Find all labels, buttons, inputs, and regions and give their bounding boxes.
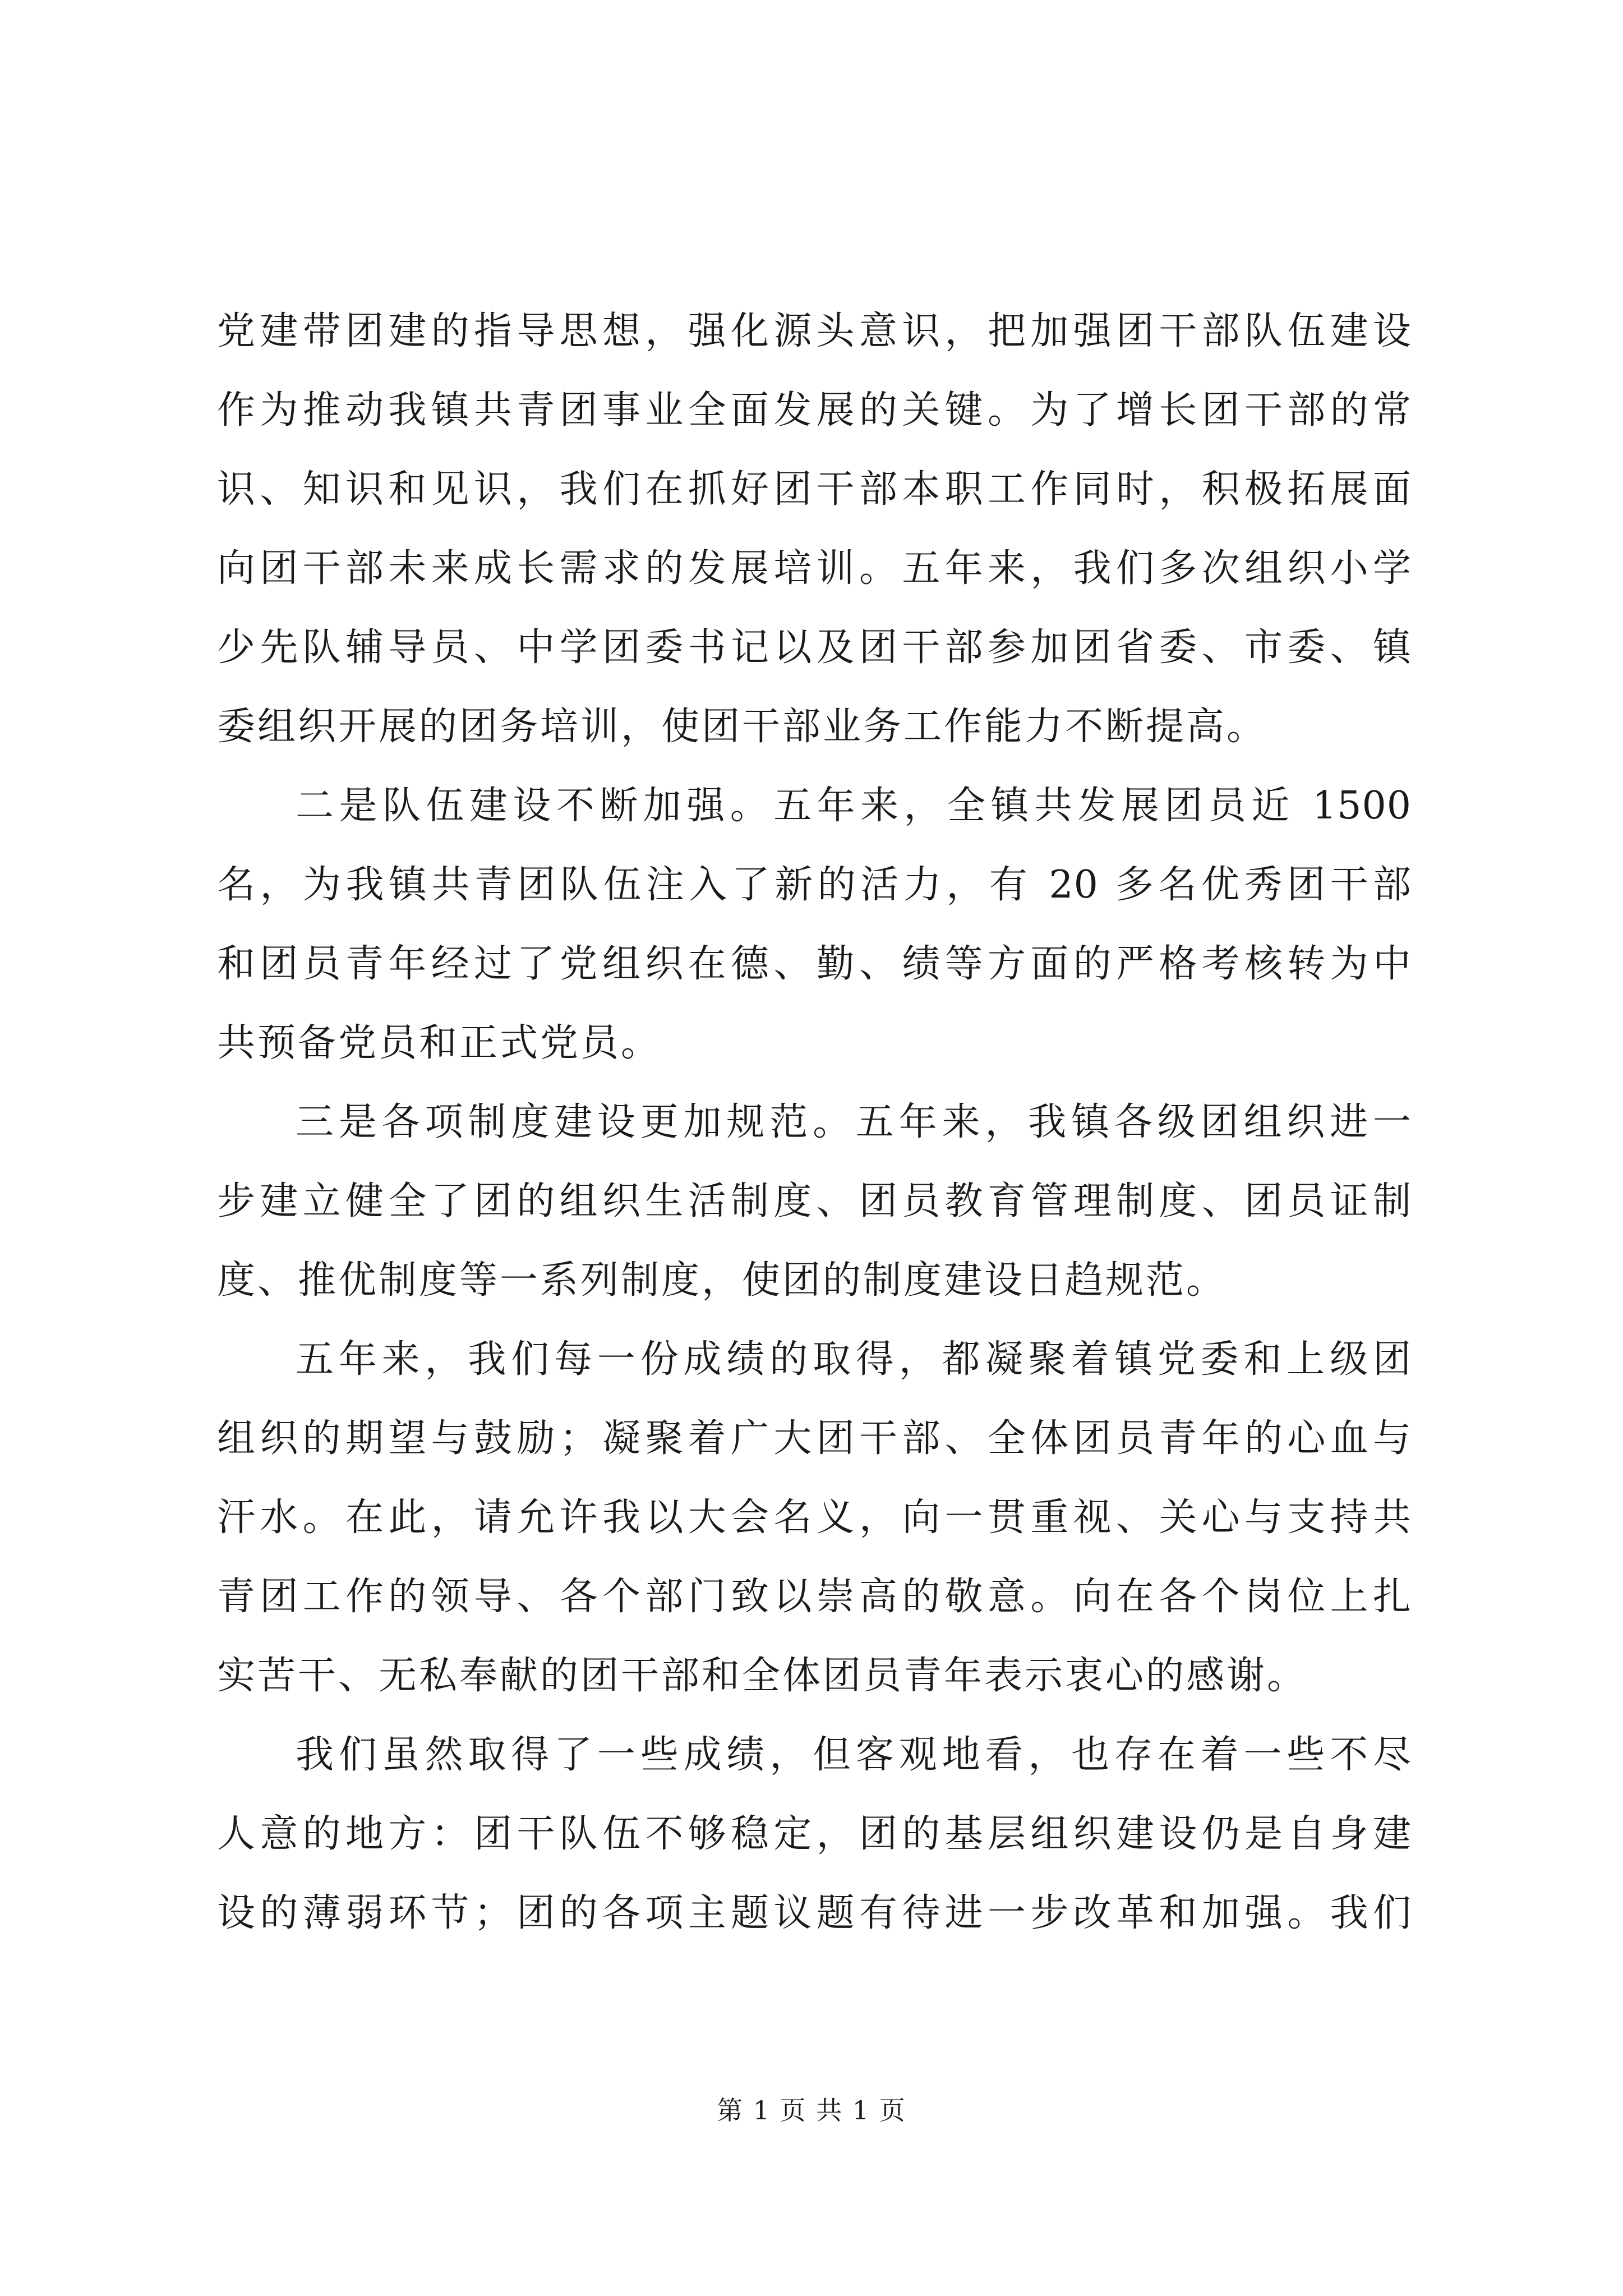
text-line: 共预备党员和正式党员。 — [217, 1021, 662, 1065]
text-line: 识、知识和见识，我们在抓好团干部本职工作同时，积极拓展面 — [217, 467, 1412, 512]
text-line: 党建带团建的指导思想，强化源头意识，把加强团干部队伍建设 — [217, 309, 1412, 353]
text-line: 设的薄弱环节；团的各项主题议题有待进一步改革和加强。我们 — [217, 1891, 1412, 1935]
text-line: 实苦干、无私奉献的团干部和全体团员青年表示衷心的感谢。 — [217, 1654, 1308, 1698]
text-line: 二是队伍建设不断加强。五年来，全镇共发展团员近 1500 — [296, 784, 1412, 828]
text-line: 我们虽然取得了一些成绩，但客观地看，也存在着一些不尽 — [296, 1733, 1412, 1777]
text-line: 委组织开展的团务培训，使团干部业务工作能力不断提高。 — [217, 705, 1267, 749]
text-line: 和团员青年经过了党组织在德、勤、绩等方面的严格考核转为中 — [217, 942, 1412, 986]
text-line: 人意的地方：团干队伍不够稳定，团的基层组织建设仍是自身建 — [217, 1812, 1412, 1856]
text-line: 作为推动我镇共青团事业全面发展的关键。为了增长团干部的常 — [217, 388, 1412, 432]
text-line: 组织的期望与鼓励；凝聚着广大团干部、全体团员青年的心血与 — [217, 1416, 1412, 1461]
text-line: 名，为我镇共青团队伍注入了新的活力，有 20 多名优秀团干部 — [217, 863, 1412, 907]
text-line: 向团干部未来成长需求的发展培训。五年来，我们多次组织小学 — [217, 546, 1412, 591]
body-text — [217, 292, 1412, 1953]
text-line: 步建立健全了团的组织生活制度、团员教育管理制度、团员证制 — [217, 1179, 1412, 1223]
text-line: 三是各项制度建设更加规范。五年来，我镇各级团组织进一 — [296, 1100, 1412, 1144]
text-line: 五年来，我们每一份成绩的取得，都凝聚着镇党委和上级团 — [296, 1337, 1412, 1382]
text-line: 青团工作的领导、各个部门致以崇高的敬意。向在各个岗位上扎 — [217, 1575, 1412, 1619]
text-line: 度、推优制度等一系列制度，使团的制度建设日趋规范。 — [217, 1258, 1227, 1303]
text-line: 少先队辅导员、中学团委书记以及团干部参加团省委、市委、镇 — [217, 625, 1412, 670]
page-footer: 第 1 页 共 1 页 — [717, 2095, 906, 2125]
text-line: 汗水。在此，请允许我以大会名义，向一贯重视、关心与支持共 — [217, 1496, 1412, 1540]
